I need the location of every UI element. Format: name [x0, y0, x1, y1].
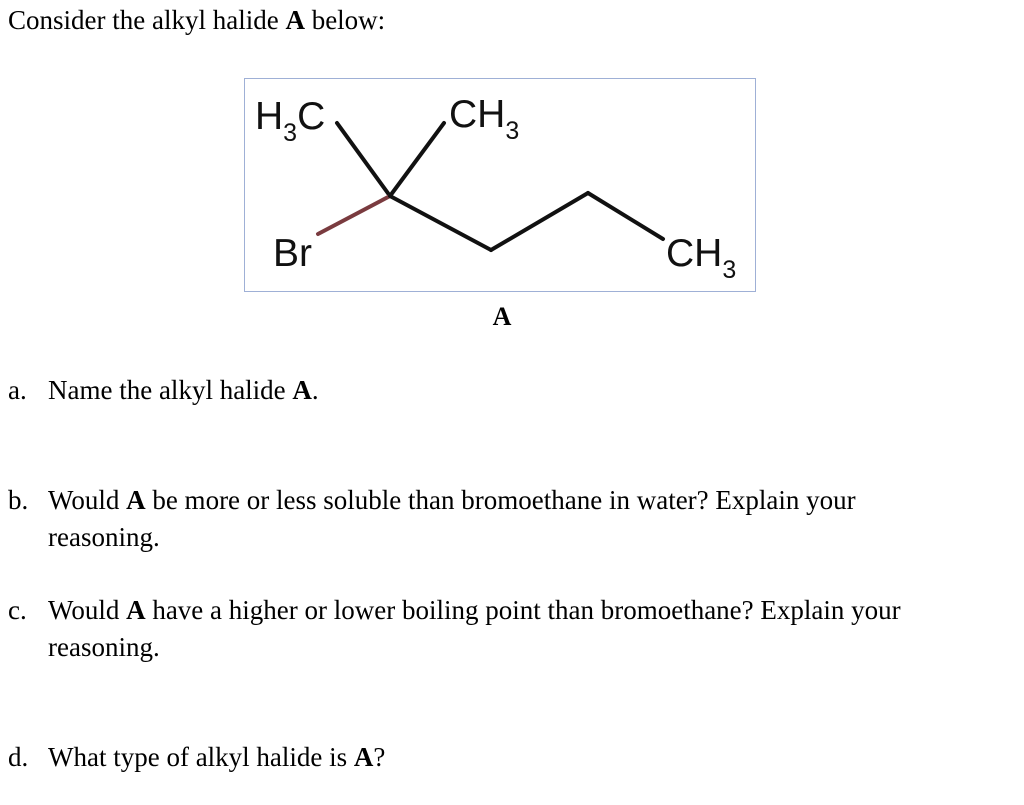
question-c: [8, 592, 901, 666]
atom-h3c-subscript: 3: [283, 119, 298, 147]
question-c-line-1: [8, 592, 901, 629]
intro-prefix: Consider the alkyl halide: [8, 5, 286, 35]
atom-h3c-c: C: [297, 95, 326, 138]
molecule-structure-diagram: [245, 79, 757, 293]
question-b-letter: b.: [8, 485, 29, 515]
question-a-compound: A: [292, 375, 312, 405]
question-d-suffix: ?: [373, 742, 386, 772]
intro-text: [8, 2, 385, 38]
question-a-suffix: .: [311, 375, 319, 405]
question-d: [8, 739, 385, 776]
atom-ch3-right-subscript: 3: [722, 256, 737, 284]
question-b-suffix: be more or less soluble than bromoethane in water? Explain your: [145, 485, 856, 515]
atom-ch3-right: [666, 232, 736, 284]
atom-h3c-left: [255, 95, 325, 147]
bond-terminal-methyl: [588, 193, 663, 239]
bond-carbon-chain-2: [491, 193, 588, 250]
question-b: [8, 482, 856, 556]
atom-ch3-top-subscript: 3: [505, 117, 520, 145]
question-c-suffix: have a higher or lower boiling point than bromoethane? Explain your: [145, 595, 901, 625]
atom-bromine: Br: [273, 232, 312, 275]
question-a-prefix: Name the alkyl halide: [48, 375, 293, 405]
question-b-prefix: Would: [48, 485, 127, 515]
question-b-line-2: reasoning.: [48, 522, 160, 552]
question-b-line-1: [8, 482, 856, 519]
question-d-compound: A: [353, 742, 374, 772]
question-d-letter: d.: [8, 742, 29, 772]
question-c-line-2: reasoning.: [48, 632, 160, 662]
question-c-letter: c.: [8, 595, 27, 625]
molecule-structure-frame: [244, 78, 756, 292]
atom-ch3-top-main: CH: [449, 93, 506, 136]
bond-top-methyl: [390, 123, 444, 196]
question-c-compound: A: [126, 595, 146, 625]
question-d-prefix: What type of alkyl halide is: [48, 742, 354, 772]
question-c-prefix: Would: [48, 595, 127, 625]
question-a-letter: a.: [8, 375, 27, 405]
intro-suffix: below:: [304, 5, 386, 35]
atom-ch3-right-main: CH: [666, 232, 723, 275]
bond-bromine: [318, 196, 390, 234]
bond-carbon-chain-1: [390, 196, 491, 250]
question-b-compound: A: [126, 485, 146, 515]
atom-ch3-top: [449, 93, 519, 145]
molecule-label: A: [492, 302, 512, 331]
bond-left-methyl: [337, 123, 390, 196]
question-a: [8, 372, 319, 409]
intro-compound-label: A: [285, 5, 305, 35]
atom-h3c-h: H: [255, 95, 284, 138]
